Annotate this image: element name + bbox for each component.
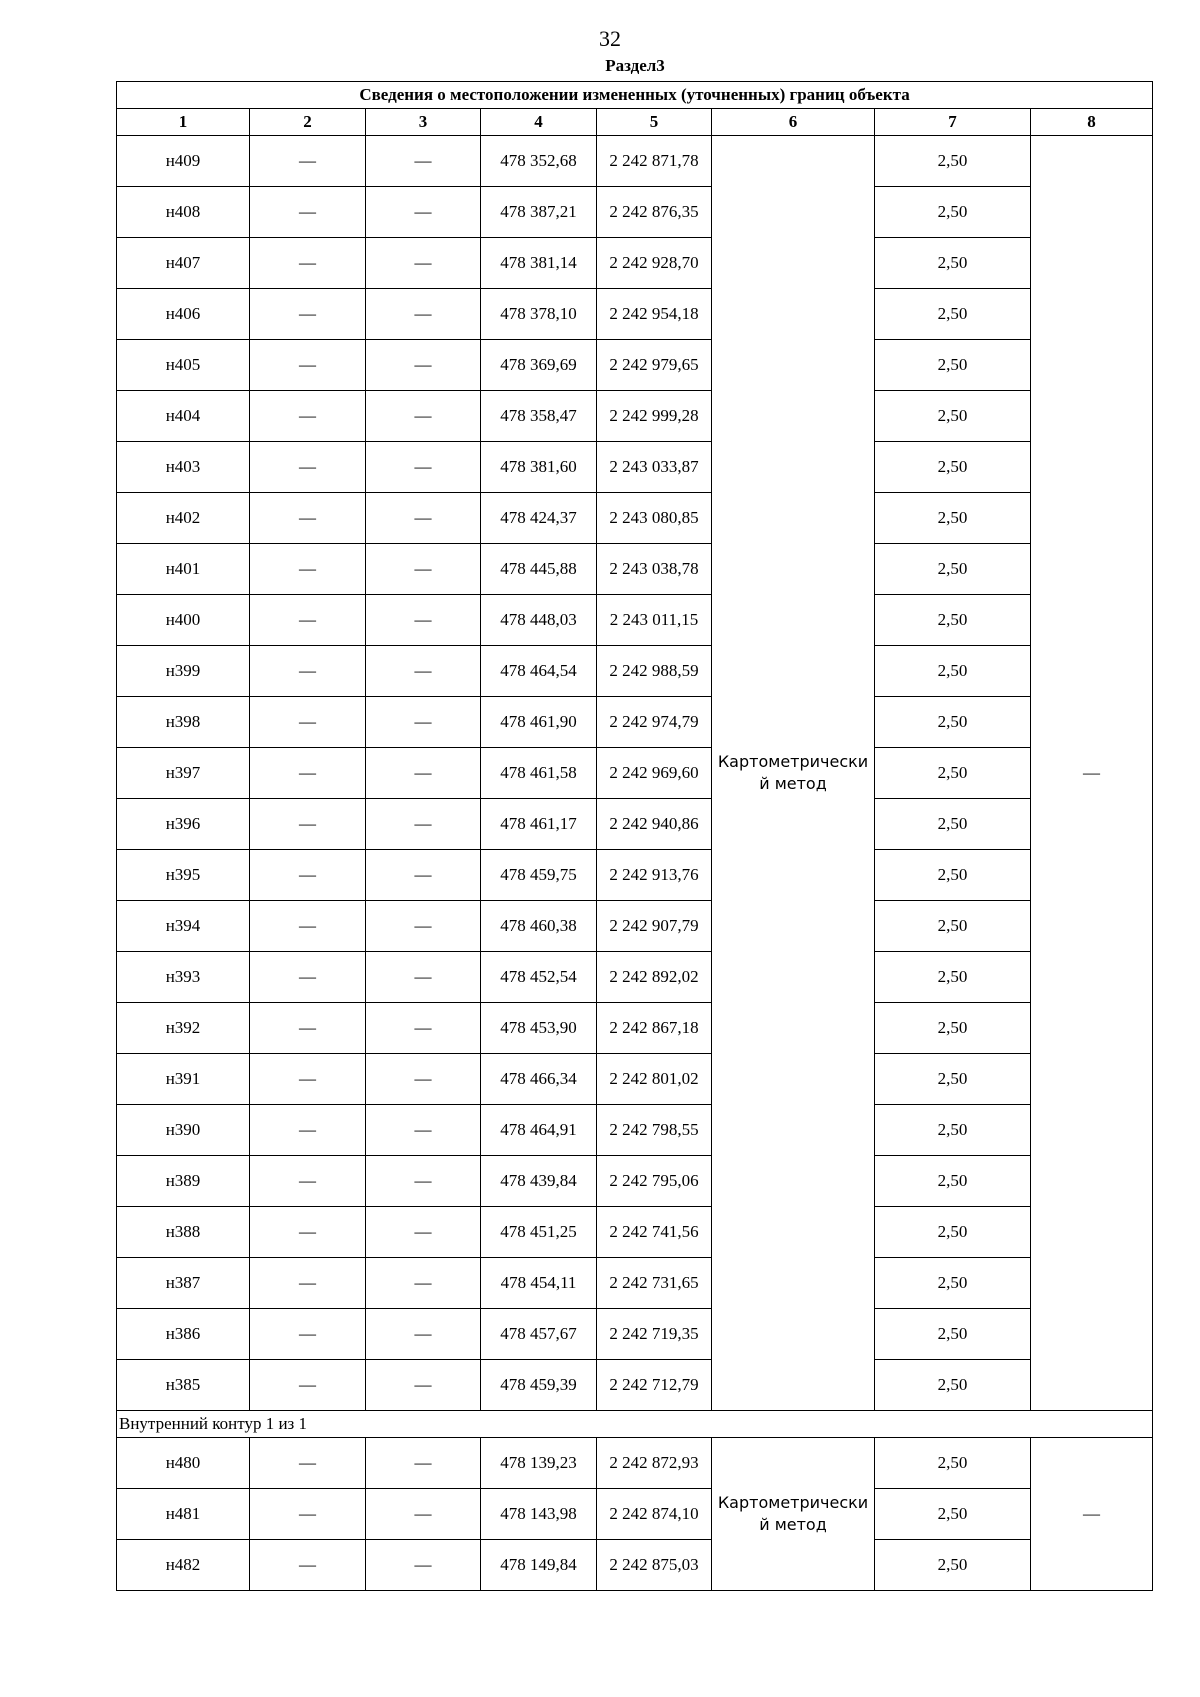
x-coordinate-cell: 478 451,25 <box>481 1207 597 1258</box>
y-coordinate-cell: 2 242 907,79 <box>597 901 712 952</box>
accuracy-cell: 2,50 <box>875 748 1031 799</box>
y-coordinate-cell: 2 242 999,28 <box>597 391 712 442</box>
table-row <box>117 1540 1153 1591</box>
method-cell: Картометрически й метод <box>712 1438 875 1591</box>
column-number: 4 <box>481 109 597 136</box>
table-title: Сведения о местоположении измененных (уточненных) границ объекта <box>117 82 1153 109</box>
accuracy-cell: 2,50 <box>875 850 1031 901</box>
x-coordinate-cell: 478 445,88 <box>481 544 597 595</box>
point-name-cell: н391 <box>117 1054 250 1105</box>
accuracy-cell: 2,50 <box>875 136 1031 187</box>
col3-cell: — <box>366 850 481 901</box>
col8-cell: — <box>1031 1438 1153 1591</box>
accuracy-cell: 2,50 <box>875 901 1031 952</box>
col2-cell: — <box>250 1003 366 1054</box>
accuracy-cell: 2,50 <box>875 1156 1031 1207</box>
accuracy-cell: 2,50 <box>875 1258 1031 1309</box>
table-row <box>117 1258 1153 1309</box>
x-coordinate-cell: 478 452,54 <box>481 952 597 1003</box>
table-row <box>117 1054 1153 1105</box>
table-row <box>117 952 1153 1003</box>
col2-cell: — <box>250 1540 366 1591</box>
accuracy-cell: 2,50 <box>875 1054 1031 1105</box>
x-coordinate-cell: 478 453,90 <box>481 1003 597 1054</box>
table-row <box>117 442 1153 493</box>
table-row <box>117 238 1153 289</box>
table-row <box>117 187 1153 238</box>
x-coordinate-cell: 478 457,67 <box>481 1309 597 1360</box>
table-row <box>117 901 1153 952</box>
col2-cell: — <box>250 544 366 595</box>
y-coordinate-cell: 2 242 988,59 <box>597 646 712 697</box>
accuracy-cell: 2,50 <box>875 1438 1031 1489</box>
point-name-cell: н405 <box>117 340 250 391</box>
col3-cell: — <box>366 697 481 748</box>
x-coordinate-cell: 478 464,54 <box>481 646 597 697</box>
col2-cell: — <box>250 1105 366 1156</box>
y-coordinate-cell: 2 242 795,06 <box>597 1156 712 1207</box>
point-name-cell: н481 <box>117 1489 250 1540</box>
col3-cell: — <box>366 289 481 340</box>
col3-cell: — <box>366 493 481 544</box>
col2-cell: — <box>250 697 366 748</box>
col2-cell: — <box>250 1489 366 1540</box>
accuracy-cell: 2,50 <box>875 493 1031 544</box>
col2-cell: — <box>250 595 366 646</box>
section-title: Раздел3 <box>605 56 665 75</box>
accuracy-cell: 2,50 <box>875 1540 1031 1591</box>
page-number: 32 <box>599 26 621 51</box>
y-coordinate-cell: 2 242 969,60 <box>597 748 712 799</box>
point-name-cell: н408 <box>117 187 250 238</box>
x-coordinate-cell: 478 369,69 <box>481 340 597 391</box>
accuracy-cell: 2,50 <box>875 595 1031 646</box>
point-name-cell: н402 <box>117 493 250 544</box>
col3-cell: — <box>366 1105 481 1156</box>
x-coordinate-cell: 478 460,38 <box>481 901 597 952</box>
col2-cell: — <box>250 748 366 799</box>
x-coordinate-cell: 478 454,11 <box>481 1258 597 1309</box>
point-name-cell: н482 <box>117 1540 250 1591</box>
col2-cell: — <box>250 646 366 697</box>
point-name-cell: н404 <box>117 391 250 442</box>
accuracy-cell: 2,50 <box>875 238 1031 289</box>
x-coordinate-cell: 478 143,98 <box>481 1489 597 1540</box>
column-number: 3 <box>366 109 481 136</box>
table-row <box>117 1438 1153 1489</box>
accuracy-cell: 2,50 <box>875 289 1031 340</box>
col3-cell: — <box>366 1438 481 1489</box>
point-name-cell: н395 <box>117 850 250 901</box>
x-coordinate-cell: 478 358,47 <box>481 391 597 442</box>
table-row <box>117 799 1153 850</box>
col3-cell: — <box>366 442 481 493</box>
x-coordinate-cell: 478 378,10 <box>481 289 597 340</box>
col3-cell: — <box>366 1309 481 1360</box>
y-coordinate-cell: 2 243 038,78 <box>597 544 712 595</box>
col8-cell: — <box>1031 136 1153 1411</box>
col2-cell: — <box>250 901 366 952</box>
col3-cell: — <box>366 1207 481 1258</box>
x-coordinate-cell: 478 387,21 <box>481 187 597 238</box>
x-coordinate-cell: 478 461,17 <box>481 799 597 850</box>
table-row <box>117 1156 1153 1207</box>
x-coordinate-cell: 478 448,03 <box>481 595 597 646</box>
col3-cell: — <box>366 595 481 646</box>
accuracy-cell: 2,50 <box>875 1105 1031 1156</box>
x-coordinate-cell: 478 439,84 <box>481 1156 597 1207</box>
column-number: 1 <box>117 109 250 136</box>
accuracy-cell: 2,50 <box>875 646 1031 697</box>
y-coordinate-cell: 2 242 712,79 <box>597 1360 712 1411</box>
boundary-table <box>116 81 1153 1591</box>
y-coordinate-cell: 2 242 876,35 <box>597 187 712 238</box>
column-number: 5 <box>597 109 712 136</box>
col2-cell: — <box>250 1207 366 1258</box>
y-coordinate-cell: 2 242 798,55 <box>597 1105 712 1156</box>
col2-cell: — <box>250 187 366 238</box>
accuracy-cell: 2,50 <box>875 1360 1031 1411</box>
accuracy-cell: 2,50 <box>875 799 1031 850</box>
col3-cell: — <box>366 1360 481 1411</box>
point-name-cell: н386 <box>117 1309 250 1360</box>
accuracy-cell: 2,50 <box>875 697 1031 748</box>
point-name-cell: н480 <box>117 1438 250 1489</box>
y-coordinate-cell: 2 242 974,79 <box>597 697 712 748</box>
table-row <box>117 1003 1153 1054</box>
point-name-cell: н388 <box>117 1207 250 1258</box>
x-coordinate-cell: 478 381,60 <box>481 442 597 493</box>
x-coordinate-cell: 478 139,23 <box>481 1438 597 1489</box>
y-coordinate-cell: 2 242 940,86 <box>597 799 712 850</box>
table-row <box>117 646 1153 697</box>
point-name-cell: н389 <box>117 1156 250 1207</box>
point-name-cell: н409 <box>117 136 250 187</box>
y-coordinate-cell: 2 242 731,65 <box>597 1258 712 1309</box>
point-name-cell: н407 <box>117 238 250 289</box>
col3-cell: — <box>366 391 481 442</box>
col2-cell: — <box>250 1054 366 1105</box>
col2-cell: — <box>250 952 366 1003</box>
col2-cell: — <box>250 391 366 442</box>
point-name-cell: н385 <box>117 1360 250 1411</box>
col2-cell: — <box>250 340 366 391</box>
point-name-cell: н398 <box>117 697 250 748</box>
accuracy-cell: 2,50 <box>875 952 1031 1003</box>
x-coordinate-cell: 478 459,75 <box>481 850 597 901</box>
col3-cell: — <box>366 952 481 1003</box>
table-row <box>117 748 1153 799</box>
col2-cell: — <box>250 493 366 544</box>
y-coordinate-cell: 2 242 954,18 <box>597 289 712 340</box>
col3-cell: — <box>366 1156 481 1207</box>
col2-cell: — <box>250 136 366 187</box>
col2-cell: — <box>250 1360 366 1411</box>
point-name-cell: н399 <box>117 646 250 697</box>
point-name-cell: н392 <box>117 1003 250 1054</box>
y-coordinate-cell: 2 242 928,70 <box>597 238 712 289</box>
y-coordinate-cell: 2 243 033,87 <box>597 442 712 493</box>
point-name-cell: н390 <box>117 1105 250 1156</box>
table-row <box>117 340 1153 391</box>
y-coordinate-cell: 2 242 801,02 <box>597 1054 712 1105</box>
col2-cell: — <box>250 1156 366 1207</box>
table-row <box>117 595 1153 646</box>
col3-cell: — <box>366 340 481 391</box>
accuracy-cell: 2,50 <box>875 1489 1031 1540</box>
x-coordinate-cell: 478 352,68 <box>481 136 597 187</box>
point-name-cell: н403 <box>117 442 250 493</box>
col3-cell: — <box>366 136 481 187</box>
col3-cell: — <box>366 1054 481 1105</box>
table-row <box>117 1105 1153 1156</box>
table-row <box>117 391 1153 442</box>
table-row <box>117 1360 1153 1411</box>
x-coordinate-cell: 478 149,84 <box>481 1540 597 1591</box>
accuracy-cell: 2,50 <box>875 1309 1031 1360</box>
table-row <box>117 1489 1153 1540</box>
x-coordinate-cell: 478 381,14 <box>481 238 597 289</box>
col2-cell: — <box>250 1438 366 1489</box>
y-coordinate-cell: 2 242 719,35 <box>597 1309 712 1360</box>
table-row <box>117 289 1153 340</box>
col2-cell: — <box>250 799 366 850</box>
column-number: 2 <box>250 109 366 136</box>
table-row <box>117 493 1153 544</box>
col2-cell: — <box>250 442 366 493</box>
method-cell: Картометрически й метод <box>712 136 875 1411</box>
y-coordinate-cell: 2 242 892,02 <box>597 952 712 1003</box>
col3-cell: — <box>366 901 481 952</box>
column-number: 6 <box>712 109 875 136</box>
column-number: 7 <box>875 109 1031 136</box>
col3-cell: — <box>366 1258 481 1309</box>
col3-cell: — <box>366 1003 481 1054</box>
x-coordinate-cell: 478 459,39 <box>481 1360 597 1411</box>
point-name-cell: н387 <box>117 1258 250 1309</box>
col3-cell: — <box>366 544 481 595</box>
x-coordinate-cell: 478 464,91 <box>481 1105 597 1156</box>
y-coordinate-cell: 2 242 913,76 <box>597 850 712 901</box>
col3-cell: — <box>366 799 481 850</box>
y-coordinate-cell: 2 242 871,78 <box>597 136 712 187</box>
y-coordinate-cell: 2 242 875,03 <box>597 1540 712 1591</box>
y-coordinate-cell: 2 243 011,15 <box>597 595 712 646</box>
y-coordinate-cell: 2 242 872,93 <box>597 1438 712 1489</box>
x-coordinate-cell: 478 461,90 <box>481 697 597 748</box>
contour-label: Внутренний контур 1 из 1 <box>117 1411 1153 1438</box>
point-name-cell: н406 <box>117 289 250 340</box>
point-name-cell: н400 <box>117 595 250 646</box>
col3-cell: — <box>366 1540 481 1591</box>
col2-cell: — <box>250 289 366 340</box>
accuracy-cell: 2,50 <box>875 442 1031 493</box>
col2-cell: — <box>250 238 366 289</box>
point-name-cell: н396 <box>117 799 250 850</box>
y-coordinate-cell: 2 242 867,18 <box>597 1003 712 1054</box>
y-coordinate-cell: 2 242 741,56 <box>597 1207 712 1258</box>
x-coordinate-cell: 478 466,34 <box>481 1054 597 1105</box>
point-name-cell: н401 <box>117 544 250 595</box>
col3-cell: — <box>366 646 481 697</box>
accuracy-cell: 2,50 <box>875 1207 1031 1258</box>
col3-cell: — <box>366 187 481 238</box>
table-row <box>117 1309 1153 1360</box>
accuracy-cell: 2,50 <box>875 1003 1031 1054</box>
col3-cell: — <box>366 748 481 799</box>
accuracy-cell: 2,50 <box>875 391 1031 442</box>
accuracy-cell: 2,50 <box>875 340 1031 391</box>
col2-cell: — <box>250 1258 366 1309</box>
col2-cell: — <box>250 1309 366 1360</box>
table-row <box>117 850 1153 901</box>
point-name-cell: н394 <box>117 901 250 952</box>
x-coordinate-cell: 478 461,58 <box>481 748 597 799</box>
table-row <box>117 1207 1153 1258</box>
point-name-cell: н393 <box>117 952 250 1003</box>
table-row <box>117 697 1153 748</box>
y-coordinate-cell: 2 243 080,85 <box>597 493 712 544</box>
table-row <box>117 544 1153 595</box>
point-name-cell: н397 <box>117 748 250 799</box>
column-number: 8 <box>1031 109 1153 136</box>
y-coordinate-cell: 2 242 979,65 <box>597 340 712 391</box>
accuracy-cell: 2,50 <box>875 544 1031 595</box>
y-coordinate-cell: 2 242 874,10 <box>597 1489 712 1540</box>
col3-cell: — <box>366 238 481 289</box>
table-row <box>117 136 1153 187</box>
col2-cell: — <box>250 850 366 901</box>
col3-cell: — <box>366 1489 481 1540</box>
accuracy-cell: 2,50 <box>875 187 1031 238</box>
x-coordinate-cell: 478 424,37 <box>481 493 597 544</box>
